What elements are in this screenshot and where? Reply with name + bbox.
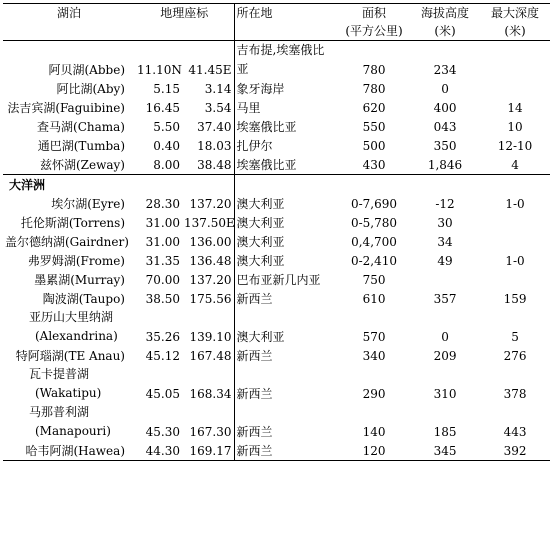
area: 550 [362, 120, 386, 134]
table-row [3, 289, 550, 308]
header-depth: 最大深度 (米) [480, 4, 550, 41]
lake-name: 通巴湖(Tumba) [37, 139, 125, 153]
longitude: 41.45E [188, 63, 232, 77]
location: 新西兰 [234, 346, 338, 365]
area: 0-7,690 [350, 197, 398, 211]
longitude: 169.17 [182, 441, 234, 461]
location: 澳大利亚 [234, 213, 338, 232]
max-depth: 159 [503, 292, 527, 306]
table-row [3, 194, 550, 213]
lake-name: 墨累湖(Murray) [34, 273, 125, 287]
area: 610 [362, 292, 386, 306]
area: 570 [362, 330, 386, 344]
lake-name: 亚历山大里纳湖 (Alexandrina) [29, 310, 118, 343]
area: 430 [362, 158, 386, 172]
table-row [3, 79, 550, 98]
area: 0-2,410 [350, 254, 398, 268]
longitude: 37.40 [197, 120, 232, 134]
table-row [3, 365, 550, 403]
max-depth [480, 270, 550, 289]
lake-name: 陶波湖(Taupo) [42, 292, 125, 306]
latitude: 5.50 [153, 120, 180, 134]
table-header-row [3, 4, 550, 41]
longitude: 168.34 [189, 387, 232, 401]
lake-name: 阿比湖(Aby) [56, 82, 125, 96]
longitude: 18.03 [197, 139, 232, 153]
max-depth [480, 213, 550, 232]
max-depth: 1-0 [505, 197, 525, 211]
max-depth: 276 [503, 349, 527, 363]
elevation [410, 270, 480, 289]
area: 140 [362, 425, 386, 439]
elevation: 30 [437, 216, 453, 230]
latitude: 0.40 [153, 139, 180, 153]
header-elevation: 海拔高度 (米) [410, 4, 480, 41]
max-depth: 4 [511, 158, 519, 172]
latitude: 11.10N [137, 63, 182, 77]
area: 290 [362, 387, 386, 401]
max-depth [480, 79, 550, 98]
table-row [3, 441, 550, 461]
elevation: 043 [433, 120, 457, 134]
longitude: 137.50E [184, 216, 235, 230]
elevation: 0 [441, 82, 449, 96]
longitude: 136.48 [189, 254, 232, 268]
latitude: 31.00 [145, 216, 180, 230]
lake-name: 特阿瑙湖(TE Anau) [15, 349, 125, 363]
header-location: 所在地 [234, 4, 338, 41]
section-row-oceania [3, 175, 550, 195]
section-title: 大洋洲 [3, 175, 135, 195]
location: 象牙海岸 [234, 79, 338, 98]
table-row [3, 117, 550, 136]
elevation: 185 [433, 425, 457, 439]
longitude: 3.14 [204, 82, 232, 96]
elevation: -12 [435, 197, 455, 211]
lake-name: 埃尔湖(Eyre) [51, 197, 125, 211]
location: 马里 [234, 98, 338, 117]
table-row [3, 270, 550, 289]
table-row [3, 403, 550, 441]
location: 埃塞俄比亚 [234, 155, 338, 175]
longitude: 136.00 [189, 235, 232, 249]
latitude: 16.45 [145, 101, 180, 115]
location: 新西兰 [234, 441, 338, 461]
max-depth: 443 [503, 425, 527, 439]
latitude: 35.26 [145, 330, 180, 344]
area: 500 [362, 139, 386, 153]
location: 扎伊尔 [234, 136, 338, 155]
table-row [3, 136, 550, 155]
area: 620 [362, 101, 386, 115]
latitude: 45.30 [145, 425, 180, 439]
max-depth: 378 [503, 387, 527, 401]
location: 埃塞俄比亚 [234, 117, 338, 136]
latitude: 38.50 [145, 292, 180, 306]
lake-name: 托伦斯湖(Torrens) [20, 216, 125, 230]
area: 0,4,700 [351, 235, 397, 249]
max-depth [480, 232, 550, 251]
elevation: 234 [433, 63, 457, 77]
max-depth: 1-0 [505, 254, 525, 268]
elevation: 1,846 [427, 158, 463, 172]
lake-name: 弗罗姆湖(Frome) [27, 254, 125, 268]
lake-name: 兹怀湖(Zeway) [39, 158, 125, 172]
longitude: 167.30 [189, 425, 232, 439]
header-lake: 湖泊 [3, 4, 135, 41]
longitude: 167.48 [189, 349, 232, 363]
max-depth [480, 41, 550, 80]
longitude: 38.48 [197, 158, 232, 172]
lake-name: 哈韦阿湖(Hawea) [3, 441, 135, 461]
latitude: 28.30 [145, 197, 180, 211]
area: 750 [362, 273, 386, 287]
table-row [3, 155, 550, 175]
lake-name: 马那普利湖 (Manapouri) [29, 405, 111, 438]
longitude: 3.54 [204, 101, 232, 115]
table-row [3, 213, 550, 232]
area: 340 [362, 349, 386, 363]
latitude: 45.12 [145, 349, 180, 363]
elevation: 310 [433, 387, 457, 401]
latitude: 31.35 [145, 254, 180, 268]
latitude: 5.15 [153, 82, 180, 96]
area: 780 [362, 82, 386, 96]
longitude: 137.20 [189, 273, 232, 287]
max-depth: 5 [511, 330, 519, 344]
latitude: 70.00 [145, 273, 180, 287]
max-depth: 10 [507, 120, 523, 134]
location: 澳大利亚 [234, 232, 338, 251]
location: 新西兰 [234, 403, 338, 441]
location: 吉布提,埃塞俄比亚 [234, 41, 338, 80]
elevation: 34 [437, 235, 453, 249]
table-row [3, 98, 550, 117]
elevation: 209 [433, 349, 457, 363]
location: 澳大利亚 [234, 308, 338, 346]
lake-name: 盖尔德纳湖(Gairdner) [5, 235, 129, 249]
longitude: 139.10 [189, 330, 232, 344]
location: 澳大利亚 [234, 194, 338, 213]
latitude: 31.00 [145, 235, 180, 249]
table-row [3, 251, 550, 270]
table-row [3, 232, 550, 251]
area: 0-5,780 [350, 216, 398, 230]
elevation: 400 [433, 101, 457, 115]
table-row [3, 308, 550, 346]
location: 巴布亚新几内亚 [234, 270, 338, 289]
longitude: 175.56 [189, 292, 232, 306]
elevation: 350 [433, 139, 457, 153]
table-row [3, 346, 550, 365]
lake-name: 法吉宾湖(Faguibine) [7, 101, 125, 115]
elevation: 357 [433, 292, 457, 306]
area: 780 [362, 63, 386, 77]
lake-name: 查马湖(Chama) [37, 120, 125, 134]
latitude: 8.00 [153, 158, 180, 172]
header-coord: 地理座标 [135, 4, 234, 41]
max-depth: 14 [507, 101, 523, 115]
location: 新西兰 [234, 289, 338, 308]
table-row [3, 41, 550, 80]
latitude: 45.05 [145, 387, 180, 401]
elevation: 0 [441, 330, 449, 344]
header-area: 面积 (平方公里) [338, 4, 410, 41]
location: 澳大利亚 [234, 251, 338, 270]
longitude: 137.20 [189, 197, 232, 211]
lake-name: 瓦卡提普湖 (Wakatipu) [29, 367, 102, 400]
lake-name: 阿贝湖(Abbe) [48, 63, 125, 77]
lakes-table [3, 3, 550, 461]
area: 120 [338, 441, 410, 461]
elevation: 345 [410, 441, 480, 461]
latitude: 44.30 [135, 441, 182, 461]
max-depth: 392 [480, 441, 550, 461]
elevation: 49 [437, 254, 453, 268]
max-depth: 12-10 [497, 139, 533, 153]
location: 新西兰 [234, 365, 338, 403]
